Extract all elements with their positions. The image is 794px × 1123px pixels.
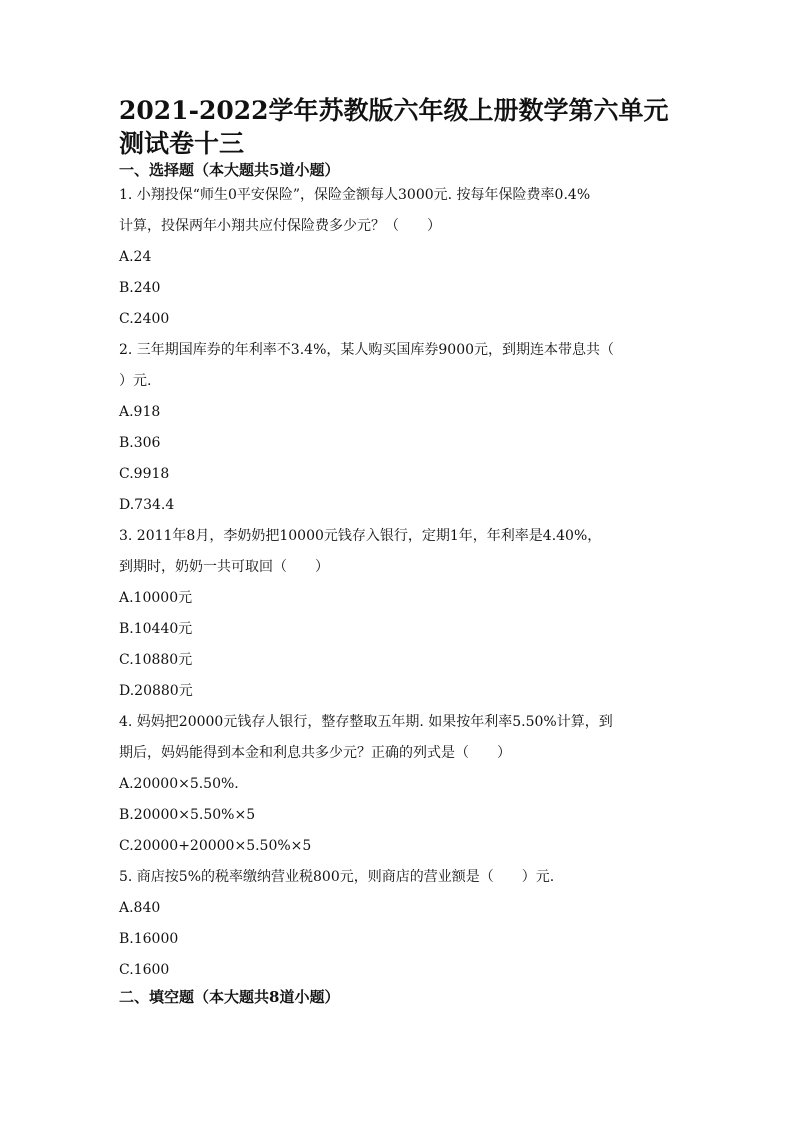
- exam-page: [119, 94, 679, 1007]
- question-3-line-1: 3. 2011年8月，李奶奶把10000元钱存入银行，定期1年，年利率是4.40%，: [119, 528, 602, 544]
- section-heading-choice: 一、选择题（本大题共5道小题）: [119, 161, 340, 179]
- question-1: [119, 180, 679, 335]
- question-1-option-c: C.2400: [119, 311, 170, 327]
- question-1-line-2: 计算，投保两年小翔共应付保险费多少元？（ ）: [119, 218, 441, 234]
- question-4-option-b: B.20000×5.50%×5: [119, 807, 256, 823]
- question-5: [119, 862, 679, 986]
- question-1-option-b: B.240: [119, 280, 161, 296]
- question-5-option-a: A.840: [119, 900, 161, 916]
- question-5-option-c: C.1600: [119, 962, 170, 978]
- question-4: [119, 707, 679, 862]
- section-heading-fill-blank: 二、填空题（本大题共8道小题）: [119, 988, 340, 1006]
- question-4-line-2: 期后，妈妈能得到本金和利息共多少元？正确的列式是（ ）: [119, 745, 511, 761]
- question-3-option-b: B.10440元: [119, 621, 193, 637]
- question-2-option-c: C.9918: [119, 466, 170, 482]
- question-3-option-c: C.10880元: [119, 652, 193, 668]
- question-2-line-2: ）元.: [119, 373, 152, 389]
- question-2: [119, 335, 679, 521]
- question-3-option-a: A.10000元: [119, 590, 193, 606]
- question-1-option-a: A.24: [119, 249, 152, 265]
- question-4-line-1: 4. 妈妈把20000元钱存人银行，整存整取五年期. 如果按年利率5.50%计算，到: [119, 714, 613, 730]
- question-4-option-a: A.20000×5.50%.: [119, 776, 239, 792]
- question-5-option-b: B.16000: [119, 931, 179, 947]
- question-2-option-b: B.306: [119, 435, 161, 451]
- question-1-line-1: 1. 小翔投保“师生0平安保险”，保险金额每人3000元. 按每年保险费率0.4%: [119, 187, 591, 203]
- question-2-line-1: 2. 三年期国库券的年利率不3.4%，某人购买国库券9000元，到期连本带息共（: [119, 342, 615, 358]
- title-line-1: 2021-2022学年苏教版六年级上册数学第六单元: [119, 96, 669, 125]
- question-5-line-1: 5. 商店按5%的税率缴纳营业税800元，则商店的营业额是（ ）元.: [119, 869, 555, 885]
- title-line-2: 测试卷十三: [119, 129, 245, 158]
- question-2-option-a: A.918: [119, 404, 161, 420]
- question-4-option-c: C.20000+20000×5.50%×5: [119, 838, 312, 854]
- question-3: [119, 521, 679, 707]
- question-2-option-d: D.734.4: [119, 497, 175, 513]
- question-3-option-d: D.20880元: [119, 683, 193, 699]
- question-3-line-2: 到期时，奶奶一共可取回（ ）: [119, 559, 329, 575]
- exam-title: [119, 94, 679, 160]
